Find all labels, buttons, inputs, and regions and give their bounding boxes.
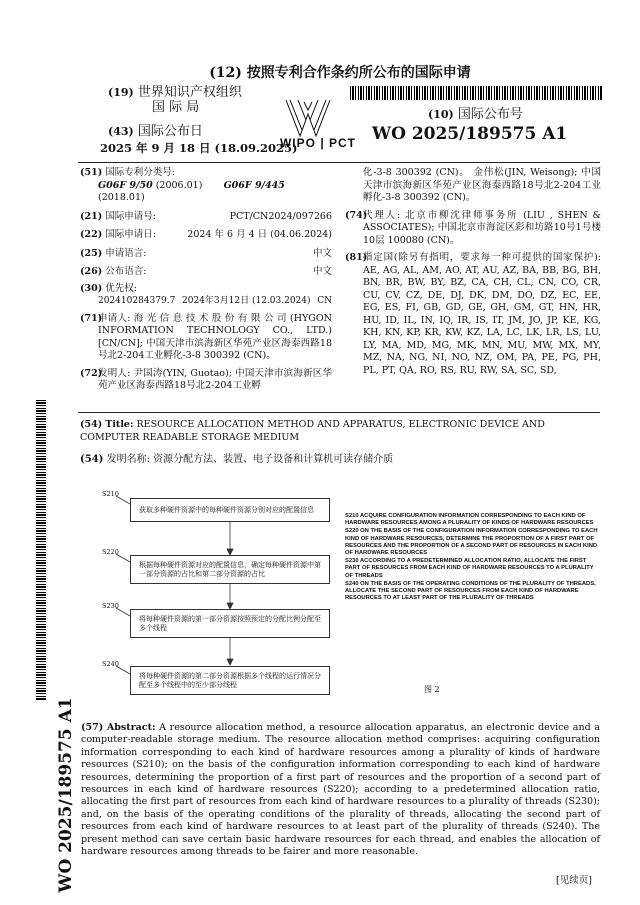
step-label: S220 (102, 548, 119, 556)
field-21: (21) 国际申请号: PCT/CN2024/097266 (80, 210, 332, 222)
step-box: 将每种硬件资源的第一部分资源按照预定的分配比例分配至多个线程 (130, 609, 330, 638)
figure-legend (345, 513, 603, 603)
field-51: (51) 国际专利分类号: (80, 167, 175, 178)
pub-date-label: (43) 国际公布日 (108, 124, 203, 139)
header-divider (78, 162, 600, 163)
left-fields (80, 167, 332, 393)
legend-item: S240 ON THE BASIS OF THE OPERATING CONDITIONS OF THE PLURALITY OF THREADS, ALLOCATE THE SECOND PART OF RESOURCES FROM EACH KIND OF HARDWARE RESOURCES TO AT LEAST PART OF THE PLURALITY OF THREADS (345, 580, 596, 602)
step-box: 获取多种硬件资源中的每种硬件资源分别对应的配置信息 (130, 498, 330, 522)
step-label: S240 (102, 660, 119, 668)
abstract: (57) Abstract: A resource allocation method, a resource allocation apparatus, an electronic device and a computer-readable storage medium. The resource allocation method comprises: acquiring configuration information corresponding to each kind of hardware resources among a plurality of kinds of hardware resources (S210); on the basis of the configuration information corresponding to each kind of hardware resources, determining the proportion of a first part of resources and the proportion of a second part of resources in each kind of hardware resources (S220); according to a predetermined allocation ratio, allocating the first part of resources from each kind of hardware resources to a plurality of threads (S230); and, on the basis of the operating conditions of the plurality of threads, allocating the second part of resources from each kind of hardware resources to at least part of the plurality of threads (S240). The present method can save certain basic hardware resources for each thread, and enables the allocation of hardware resources among threads to be fairer and more reasonable. (81, 722, 600, 858)
figure-caption: 图 2 (424, 685, 440, 694)
field-71: (71) 申请人: 海 光 信 息 技 术 股 份 有 限 公 司 (HYGON INFORMATION TECHNOLOGY CO., LTD.) [CN/CN]; 中国天津市滨海新区华苑产业区海泰西路18号北2-204工业孵化-3-8 300392 (CN)。 (80, 312, 332, 361)
field-30-values: 202410284379.7 2024年3月12日 (12.03.2024) CN (98, 296, 332, 306)
field-72-continued: 化-3-8 300392 (CN)。 金伟松(JIN, Weisong); 中国天津市滨海新区华苑产业区海泰西路18号北2-204工业孵化-3-8 300392 (CN)。 (363, 167, 601, 203)
side-pub-number: WO 2025/189575 A1 (56, 697, 76, 893)
org-bureau: 国 际 局 (152, 100, 200, 115)
right-fields (345, 167, 601, 377)
wipo-pct-text: WIPO | PCT (279, 136, 357, 150)
field-51-values: G06F 9/50 (2006.01) G06F 9/445 (2018.01) (98, 179, 285, 203)
continued-note: [见续页] (556, 875, 592, 886)
field-26: (26) 公布语言: 中文 (80, 266, 332, 277)
step-box: 将每种硬件资源的第二部分资源根据多个线程的运行情况分配至多个线程中的至少部分线程 (130, 666, 330, 695)
pub-date: 2025 年 9 月 18 日 (18.09.2025) (100, 141, 298, 155)
field-25: (25) 申请语言: 中文 (80, 247, 332, 259)
field-74: (74) 代理人: 北京市柳沈律师事务所 (LIU , SHEN & ASSOCIATES); 中国北京市海淀区彩和坊路10号1号楼10层 100080 (CN)。 (345, 209, 601, 246)
field-30: (30) 优先权: (80, 282, 137, 294)
step-label: S210 (102, 490, 119, 498)
field-81: (81) 指定国(除另有指明，要求每一种可提供的国家保护): AE, AG, AL, AM, AO, AT, AU, AZ, BA, BB, BG, BH, BN, BR, BW, BY, BZ, CA, CH, CL, CN, CO, CR, CU, CV, CZ, DE, DJ, DK, DM, DO, DZ, EC, EE, EG, ES, FI, GB, GD, GE, GH, GM, GT, HN, HR, HU, ID, IL, IN, IQ, IR, IS, IT, JM, JO, JP, KE, KG, KH, KN, KP, KR, KW, KZ, LA, LC, LK, LR, LS, LU, LY, MA, MD, MG, MK, MN, MU, MW, MX, MY, MZ, NA, NG, NI, NO, NZ, OM, PA, PE, PG, PH, PL, PT, QA, RO, RS, RU, RW, SA, SC, SD, (345, 252, 601, 376)
document-title: (12) 按照专利合作条约所公布的国际申请 (209, 65, 471, 81)
legend-item: S230 ACCORDING TO A PREDETERMINED ALLOCATION RATIO, ALLOCATE THE FIRST PART OF RESOURCES FROM EACH KIND OF HARDWARE RESOURCES TO A PLURALITY OF THREADS (345, 558, 594, 579)
field-22: (22) 国际申请日: 2024 年 6 月 4 日 (04.06.2024) (80, 229, 332, 240)
wipo-logo (268, 96, 368, 152)
title-divider (78, 412, 600, 413)
title-chinese: (54) 发明名称: 资源分配方法、装置、电子设备和计算机可读存储介质 (80, 454, 394, 465)
org-name: (19) 世界知识产权组织 (108, 85, 242, 100)
title-english: (54) Title: RESOURCE ALLOCATION METHOD AND APPARATUS, ELECTRONIC DEVICE AND COMPUTER READABLE STORAGE MEDIUM (80, 419, 545, 443)
flowchart (100, 486, 350, 701)
side-barcode (36, 400, 46, 700)
barcode (350, 86, 602, 100)
step-box: 根据每种硬件资源对应的配置信息，确定每种硬件资源中第一部分资源的占比和第二部分资源的占比 (130, 555, 330, 584)
field-72: (72) 发明人: 尹国涛(YIN, Guotao); 中国天津市滨海新区华苑产业区海泰西路18号北2-204工业孵 (80, 367, 332, 391)
step-label: S230 (102, 602, 119, 610)
legend-item: S210 ACQUIRE CONFIGURATION INFORMATION CORRESPONDING TO EACH KIND OF HARDWARE RESOURCES AMONG A PLURALITY OF KINDS OF HARDWARE RESOURCES (345, 513, 594, 527)
legend-item: S220 ON THE BASIS OF THE CONFIGURATION INFORMATION CORRESPONDING TO EACH KIND OF HARDWARE RESOURCES, DETERMINE THE PROPORTION OF A FIRST PART OF RESOURCES AND THE PROPORTION OF A SECOND PART OF RESOURCES IN EACH KIND OF HARDWARE RESOURCES (345, 528, 598, 557)
pub-number: WO 2025/189575 A1 (372, 124, 568, 144)
pub-no-label: (10) 国际公布号 (428, 107, 523, 122)
